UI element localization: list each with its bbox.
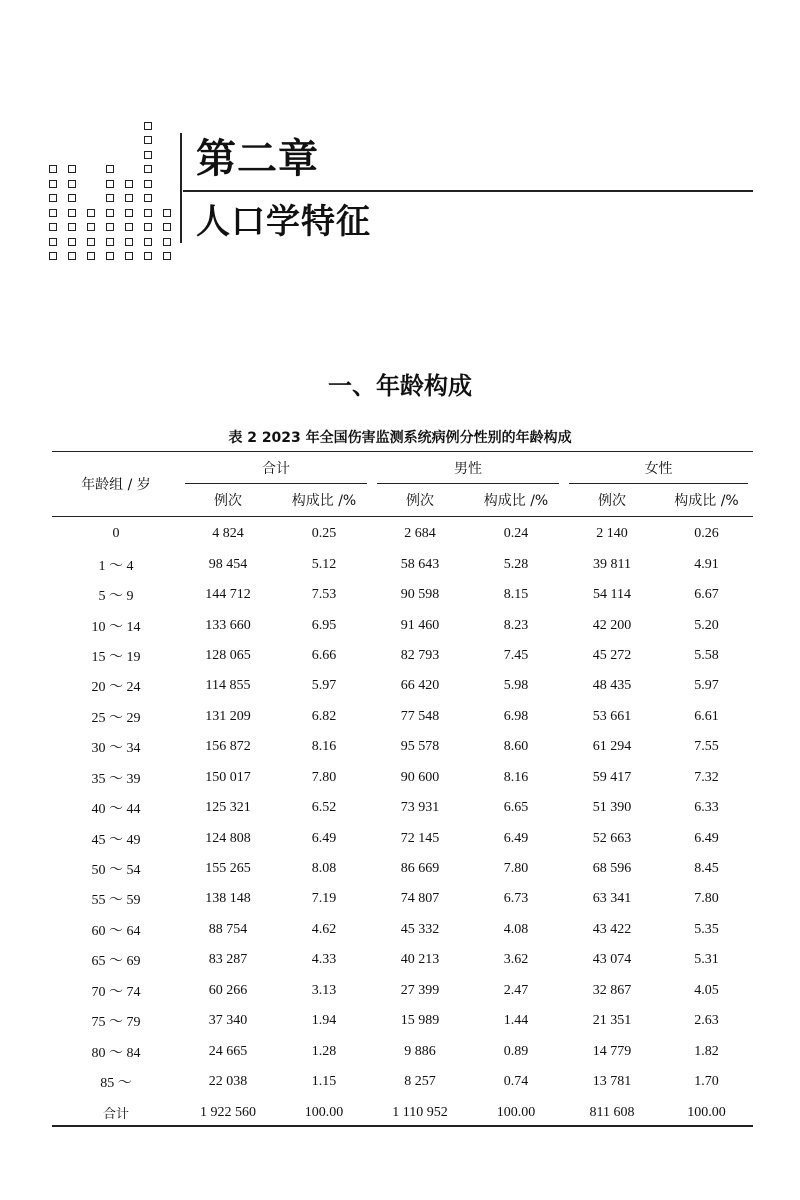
subheader: 构成比 /% <box>674 493 739 509</box>
table-row <box>52 976 753 1006</box>
age-group-cell: 30 ～ 34 <box>91 741 141 757</box>
decorative-square <box>49 209 57 217</box>
age-group-cell: 65 ～ 69 <box>91 954 141 970</box>
table-cell: 88 754 <box>208 921 248 937</box>
table-cell: 5.97 <box>311 678 337 694</box>
decorative-square <box>49 180 57 188</box>
table-cell: 4.91 <box>694 556 719 572</box>
table-row <box>52 517 753 550</box>
decorative-square <box>106 252 114 260</box>
table-cell: 98 454 <box>208 556 248 572</box>
decorative-square <box>144 165 152 173</box>
table-cell: 133 660 <box>205 617 251 633</box>
table-cell: 6.49 <box>503 830 529 846</box>
decorative-square <box>144 209 152 217</box>
table-cell: 3.13 <box>311 982 337 998</box>
decorative-square <box>125 194 133 202</box>
decorative-square <box>125 238 133 246</box>
table-cell: 60 266 <box>208 982 248 998</box>
age-group-cell: 55 ～ 59 <box>91 893 141 909</box>
table-cell: 4.05 <box>694 982 719 998</box>
table-cell: 95 578 <box>400 739 440 755</box>
table-row <box>52 1036 753 1066</box>
decorative-square <box>125 223 133 231</box>
age-group-cell: 35 ～ 39 <box>91 771 141 787</box>
table-cell: 2 140 <box>596 526 628 542</box>
table-cell: 4 824 <box>212 526 244 542</box>
decorative-square <box>125 209 133 217</box>
table-cell: 131 209 <box>205 708 251 724</box>
table-cell: 144 712 <box>205 587 251 603</box>
table-row <box>52 793 753 823</box>
table-cell: 6.49 <box>311 830 337 846</box>
table-cell: 5.58 <box>694 647 719 663</box>
age-group-cell: 75 ～ 79 <box>91 1015 141 1031</box>
decorative-square <box>68 180 76 188</box>
section-title: 一、年龄构成 <box>328 372 472 400</box>
age-group-cell: 25 ～ 29 <box>91 710 141 726</box>
table-cell: 0.25 <box>311 526 337 542</box>
age-composition-table <box>52 451 753 1128</box>
table-cell: 7.80 <box>311 769 337 785</box>
decorative-square <box>106 223 114 231</box>
decorative-square <box>106 180 114 188</box>
table-cell: 74 807 <box>400 891 440 907</box>
table-cell: 6.82 <box>311 708 337 724</box>
table-cell: 90 598 <box>400 587 440 603</box>
table-cell: 86 669 <box>400 861 440 877</box>
table-cell: 82 793 <box>400 647 440 663</box>
table-row <box>52 763 753 793</box>
decorative-square <box>68 223 76 231</box>
table-cell: 39 811 <box>593 556 631 572</box>
decorative-square <box>68 238 76 246</box>
table-row <box>52 854 753 884</box>
table-cell: 77 548 <box>400 708 440 724</box>
table-cell: 54 114 <box>593 587 631 603</box>
decorative-square <box>125 180 133 188</box>
table-cell: 1.82 <box>694 1043 719 1059</box>
table-cell: 1 922 560 <box>200 1104 256 1120</box>
table-cell: 6.65 <box>503 800 529 816</box>
table-cell: 61 294 <box>592 739 632 755</box>
table-cell: 0.26 <box>694 526 719 542</box>
table-cell: 2 684 <box>404 526 436 542</box>
age-group-cell: 40 ～ 44 <box>91 802 141 818</box>
table-cell: 100.00 <box>304 1104 344 1120</box>
table-cell: 5.97 <box>694 678 719 694</box>
subheader: 构成比 /% <box>291 493 357 509</box>
decorative-square <box>68 209 76 217</box>
decorative-square <box>68 165 76 173</box>
table-cell: 73 931 <box>400 800 440 816</box>
table-cell: 7.45 <box>503 647 529 663</box>
table-cell: 7.80 <box>503 861 529 877</box>
table-row <box>52 610 753 640</box>
table-row <box>52 580 753 610</box>
table-cell: 2.47 <box>503 982 529 998</box>
table-row <box>52 945 753 975</box>
table-cell: 124 808 <box>205 830 251 846</box>
decorative-square <box>106 209 114 217</box>
subheader: 例次 <box>598 493 626 509</box>
table-cell: 8.60 <box>503 739 529 755</box>
table-cell: 114 855 <box>205 678 251 694</box>
table-cell: 811 608 <box>589 1104 635 1120</box>
table-cell: 8.16 <box>311 739 337 755</box>
table-cell: 15 989 <box>400 1013 440 1029</box>
table-cell: 4.33 <box>311 952 337 968</box>
table-cell: 24 665 <box>208 1043 248 1059</box>
table-cell: 0.89 <box>503 1043 529 1059</box>
table-cell: 156 872 <box>205 739 251 755</box>
age-group-cell: 0 <box>112 526 120 542</box>
table-cell: 63 341 <box>592 891 632 907</box>
table-cell: 72 145 <box>400 830 440 846</box>
decorative-square <box>144 252 152 260</box>
table-cell: 5.35 <box>694 921 719 937</box>
table-cell: 7.80 <box>694 891 719 907</box>
table-row <box>52 915 753 945</box>
table-cell: 138 148 <box>205 891 251 907</box>
table-cell: 9 886 <box>404 1043 436 1059</box>
decorative-square-grid <box>0 0 180 280</box>
table-cell: 7.55 <box>694 739 719 755</box>
table-cell: 32 867 <box>592 982 632 998</box>
table-cell: 59 417 <box>592 769 632 785</box>
decorative-square <box>163 223 171 231</box>
age-group-cell: 1 ～ 4 <box>98 558 134 574</box>
table-cell: 6.52 <box>311 800 337 816</box>
table-cell: 5.98 <box>503 678 529 694</box>
decorative-square <box>49 223 57 231</box>
table-cell: 6.66 <box>311 647 337 663</box>
table-cell: 13 781 <box>592 1074 632 1090</box>
table-cell: 0.74 <box>503 1074 529 1090</box>
age-group-cell: 50 ～ 54 <box>91 863 141 879</box>
age-group-cell: 80 ～ 84 <box>91 1045 141 1061</box>
decorative-square <box>106 165 114 173</box>
decorative-square <box>163 238 171 246</box>
table-body <box>52 517 753 1128</box>
table-cell: 22 038 <box>208 1074 248 1090</box>
table-cell: 14 779 <box>592 1043 632 1059</box>
table-cell: 8.15 <box>503 587 529 603</box>
table-cell: 40 213 <box>400 952 440 968</box>
table-row <box>52 823 753 853</box>
table-cell: 5.31 <box>694 952 719 968</box>
table-row <box>52 1097 753 1127</box>
decorative-square <box>68 194 76 202</box>
subheader: 例次 <box>406 493 434 509</box>
decorative-square <box>144 122 152 130</box>
table-cell: 2.63 <box>694 1013 719 1029</box>
table-cell: 1.94 <box>311 1013 337 1029</box>
table-cell: 6.95 <box>311 617 337 633</box>
table-cell: 52 663 <box>592 830 632 846</box>
table-cell: 7.19 <box>311 891 337 907</box>
chapter-divider-vertical <box>180 133 182 243</box>
table-cell: 1 110 952 <box>392 1104 448 1120</box>
table-cell: 68 596 <box>592 861 632 877</box>
table-row <box>52 702 753 732</box>
table-row <box>52 732 753 762</box>
decorative-square <box>144 223 152 231</box>
decorative-square <box>49 194 57 202</box>
age-group-cell: 70 ～ 74 <box>91 984 141 1000</box>
table-cell: 7.53 <box>311 587 337 603</box>
table-cell: 58 643 <box>400 556 440 572</box>
group-header-female: 女性 <box>564 452 753 485</box>
table-cell: 83 287 <box>208 952 248 968</box>
subheader: 构成比 /% <box>483 493 549 509</box>
table-cell: 8.23 <box>503 617 529 633</box>
table-cell: 43 074 <box>592 952 632 968</box>
table-cell: 6.33 <box>694 800 719 816</box>
table-cell: 6.67 <box>694 587 719 603</box>
table-cell: 6.98 <box>503 708 529 724</box>
table-bottom-rule <box>52 1125 753 1127</box>
age-group-cell: 45 ～ 49 <box>91 832 141 848</box>
table-row <box>52 884 753 914</box>
table-cell: 8 257 <box>404 1074 436 1090</box>
decorative-square <box>49 165 57 173</box>
table-cell: 1.44 <box>503 1013 529 1029</box>
table-cell: 90 600 <box>400 769 440 785</box>
table-cell: 128 065 <box>205 647 251 663</box>
table-cell: 5.28 <box>503 556 529 572</box>
table-cell: 100.00 <box>496 1104 536 1120</box>
table-cell: 66 420 <box>400 678 440 694</box>
table-cell: 5.12 <box>311 556 337 572</box>
table-cell: 125 321 <box>205 800 251 816</box>
table-cell: 4.62 <box>311 921 337 937</box>
subheader: 例次 <box>214 493 242 509</box>
table-cell: 150 017 <box>205 769 251 785</box>
table-cell: 45 272 <box>592 647 632 663</box>
age-group-cell: 合计 <box>102 1107 129 1123</box>
table-cell: 8.08 <box>311 861 337 877</box>
decorative-square <box>68 252 76 260</box>
age-group-cell: 10 ～ 14 <box>91 619 141 635</box>
decorative-square <box>125 252 133 260</box>
table-row <box>52 549 753 579</box>
table-cell: 5.20 <box>694 617 719 633</box>
decorative-square <box>106 238 114 246</box>
decorative-square <box>49 238 57 246</box>
decorative-square <box>49 252 57 260</box>
table-cell: 155 265 <box>205 861 251 877</box>
table-cell: 45 332 <box>400 921 440 937</box>
decorative-square <box>163 252 171 260</box>
group-header-total: 合计 <box>180 452 372 485</box>
table-row <box>52 1067 753 1097</box>
table-cell: 6.61 <box>694 708 719 724</box>
group-header-male: 男性 <box>372 452 564 485</box>
table-cell: 1.15 <box>311 1074 337 1090</box>
decorative-square <box>87 223 95 231</box>
decorative-square <box>144 194 152 202</box>
table-cell: 42 200 <box>592 617 632 633</box>
table-cell: 1.70 <box>694 1074 719 1090</box>
table-cell: 1.28 <box>311 1043 337 1059</box>
decorative-square <box>87 238 95 246</box>
table-cell: 4.08 <box>503 921 529 937</box>
table-cell: 7.32 <box>694 769 719 785</box>
table-row <box>52 641 753 671</box>
table-cell: 6.73 <box>503 891 529 907</box>
table-cell: 91 460 <box>400 617 440 633</box>
decorative-square <box>144 151 152 159</box>
age-group-cell: 60 ～ 64 <box>91 923 141 939</box>
chapter-number: 第二章 <box>196 136 319 182</box>
table-cell: 3.62 <box>503 952 529 968</box>
table-cell: 6.49 <box>694 830 719 846</box>
table-cell: 37 340 <box>208 1013 248 1029</box>
table-cell: 100.00 <box>687 1104 726 1120</box>
chapter-divider-horizontal <box>183 190 753 192</box>
decorative-square <box>106 194 114 202</box>
decorative-square <box>163 209 171 217</box>
decorative-square <box>87 209 95 217</box>
table-cell: 27 399 <box>400 982 440 998</box>
age-group-cell: 5 ～ 9 <box>98 589 134 605</box>
table-cell: 51 390 <box>592 800 632 816</box>
table-cell: 0.24 <box>503 526 529 542</box>
table-cell: 8.16 <box>503 769 529 785</box>
table-cell: 43 422 <box>592 921 632 937</box>
table-cell: 21 351 <box>592 1013 632 1029</box>
row-header: 年龄组 / 岁 <box>52 452 180 517</box>
decorative-square <box>144 238 152 246</box>
decorative-square <box>87 252 95 260</box>
age-group-cell: 85 ～ <box>100 1076 132 1092</box>
age-group-cell: 15 ～ 19 <box>91 649 141 665</box>
decorative-square <box>144 136 152 144</box>
age-group-cell: 20 ～ 24 <box>91 680 141 696</box>
table-row <box>52 1006 753 1036</box>
decorative-square <box>144 180 152 188</box>
table-cell: 53 661 <box>592 708 632 724</box>
chapter-title: 人口学特征 <box>196 202 371 242</box>
table-caption: 表 2 2023 年全国伤害监测系统病例分性别的年龄构成 <box>228 430 572 446</box>
table-row <box>52 671 753 701</box>
table-cell: 48 435 <box>592 678 632 694</box>
table-cell: 8.45 <box>694 861 719 877</box>
